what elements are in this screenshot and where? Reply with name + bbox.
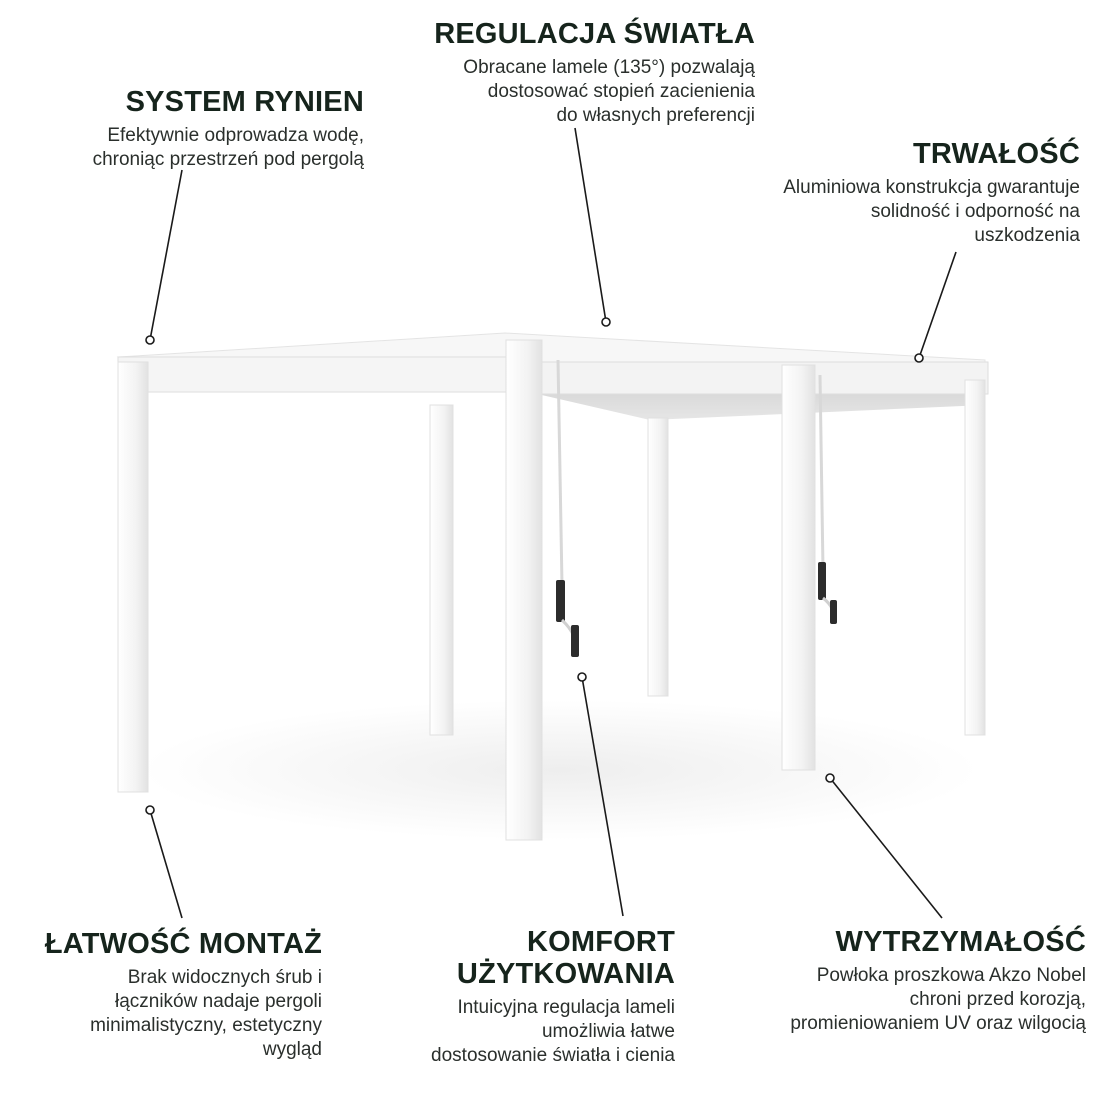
- title-line: UŻYTKOWANIA: [456, 958, 675, 990]
- description-line: chroni przed korozją,: [909, 989, 1086, 1010]
- feature-description: [335, 56, 755, 128]
- feature-description: [660, 176, 1080, 248]
- floor-shadow: [140, 700, 980, 840]
- callout-trwalosc: [915, 252, 956, 362]
- description-line: minimalistyczny, estetyczny: [90, 1015, 322, 1036]
- feature-title: TRWAŁOŚĆ: [912, 138, 1080, 170]
- description-line: do własnych preferencji: [556, 105, 755, 126]
- feature-regulacja-swiatla: [335, 18, 755, 128]
- title-line: KOMFORT: [527, 926, 675, 958]
- feature-description: [696, 964, 1086, 1036]
- description-line: Aluminiowa konstrukcja gwarantuje: [783, 177, 1080, 198]
- description-line: Brak widocznych śrub i: [127, 967, 322, 988]
- feature-latwosc-montazu: [12, 928, 322, 1062]
- callout-system-rynien: [146, 170, 182, 344]
- description-line: dostosować stopień zacienienia: [487, 81, 755, 102]
- description-line: Powłoka proszkowa Akzo Nobel: [816, 965, 1086, 986]
- front-beam-right: [538, 362, 988, 394]
- front-post-right: [782, 365, 815, 770]
- front-post-middle: [506, 340, 542, 840]
- callout-latwosc-montazu: [146, 806, 182, 918]
- front-beam-left: [118, 357, 538, 392]
- feature-title: REGULACJA ŚWIATŁA: [434, 18, 755, 50]
- crank-handle-right: [818, 375, 837, 624]
- feature-description: [12, 966, 322, 1062]
- description-line: łączników nadaje pergoli: [114, 991, 322, 1012]
- description-line: wygląd: [262, 1039, 322, 1060]
- front-post-left: [118, 362, 148, 792]
- description-line: chroniąc przestrzeń pod pergolą: [92, 149, 364, 170]
- feature-title: SYSTEM RYNIEN: [125, 86, 364, 118]
- description-line: Intuicyjna regulacja lameli: [457, 997, 675, 1018]
- description-line: umożliwia łatwe: [541, 1021, 675, 1042]
- back-post-far: [965, 380, 985, 735]
- description-line: uszkodzenia: [974, 225, 1080, 246]
- feature-title: [345, 926, 675, 990]
- feature-trwalosc: [660, 138, 1080, 248]
- feature-wytrzymalosc: [696, 926, 1086, 1036]
- feature-description: [0, 124, 364, 172]
- description-line: Obracane lamele (135°) pozwalają: [463, 57, 755, 78]
- description-line: dostosowanie światła i cienia: [431, 1045, 675, 1066]
- feature-title: WYTRZYMAŁOŚĆ: [835, 926, 1086, 958]
- callout-regulacja-swiatla: [575, 128, 610, 326]
- feature-komfort-uzytkowania: [345, 926, 675, 1068]
- crank-handle-left: [556, 360, 579, 657]
- feature-description: [345, 996, 675, 1068]
- description-line: promieniowaniem UV oraz wilgocią: [790, 1013, 1086, 1034]
- back-post-right: [648, 418, 668, 696]
- back-post-left: [430, 405, 453, 735]
- feature-system-rynien: [0, 86, 364, 172]
- description-line: solidność i odporność na: [870, 201, 1080, 222]
- feature-title: ŁATWOŚĆ MONTAŻ: [44, 928, 322, 960]
- description-line: Efektywnie odprowadza wodę,: [107, 125, 364, 146]
